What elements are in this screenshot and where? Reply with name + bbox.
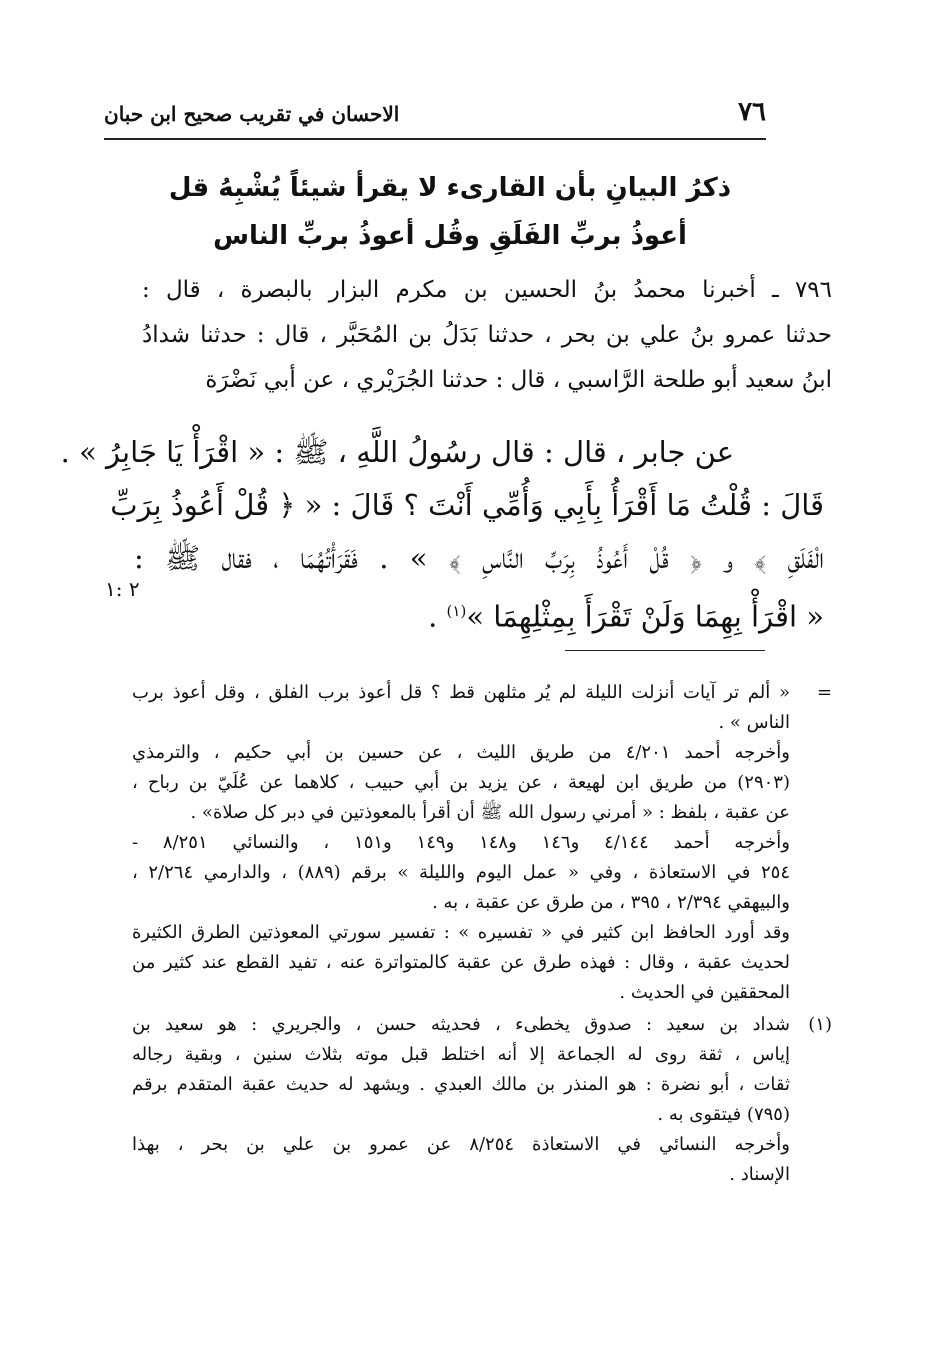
footnote-line: المحققين في الحديث . [619, 982, 790, 1003]
footnote-paragraph [132, 678, 790, 738]
footnote-line: إياس ، ثقة روى له الجماعة إلا أنه اختلط قبل موته بثلاث سنين ، وبقية رجاله [132, 1044, 790, 1065]
chapter-title-line: ذكرُ البيانِ بأن القارىء لا يقرأ شيئاً يُشْبِهُ قل [168, 173, 732, 203]
footnote-continuation [132, 678, 832, 1008]
footnote-line: والبيهقي ٢/٣٩٤ ، ٣٩٥ ، من طرق عن عقبة ، به . [432, 892, 790, 913]
footnote-line: « ألم تر آيات أنزلت الليلة لم يُر مثلهن قط ؟ قل أعوذ برب الفلق ، وقل أعوذ برب [132, 682, 790, 703]
footnote-line: وأخرجه أحمد ٤/٢٠١ من طريق الليث ، عن حسين بن أبي حكيم ، والترمذي [132, 742, 790, 763]
running-title: الاحسان في تقريب صحيح ابن حبان [104, 102, 400, 126]
isnad-line: ابنُ سعيد أبو طلحة الرَّاسبي ، قال : حدثنا الجُرَيْري ، عن أبي نَضْرَة [205, 367, 832, 393]
footnotes [132, 678, 832, 1192]
hadith-line-last [134, 585, 824, 644]
isnad-line: ٧٩٦ ـ أخبرنا محمدُ بنُ الحسين بن مكرم البزار بالبصرة ، قال : [142, 277, 832, 303]
footnote-line: ثقات ، أبو نضرة : هو المنذر بن مالك العبدي . ويشهد له حديث عقبة المتقدم برقم [132, 1074, 790, 1095]
footnote-paragraph [132, 918, 790, 1008]
footnote-line: الناس » . [718, 712, 790, 733]
page-header [104, 96, 766, 128]
footnote-line: عن عقبة ، بلفظ : « أمرني رسول الله ﷺ أن أقرأ بالمعوذتين في دبر كل صلاة» . [190, 802, 790, 823]
header-rule [104, 138, 766, 140]
chapter-title [150, 164, 750, 260]
footnote-reference[interactable]: (١) [446, 602, 467, 620]
hadith-line-text: « اقْرَأْ بِهِمَا وَلَنْ تَقْرَأَ بِمِثْلِهِمَا » [466, 599, 824, 634]
end-mark: . [428, 599, 447, 634]
footnote-line: وأخرجه النسائي في الاستعاذة ٨/٢٥٤ عن عمرو بن علي بن بحر ، بهذا [132, 1134, 790, 1155]
footnote-line: وأخرجه أحمد ٤/١٤٤ و١٤٦ و١٤٨ و١٤٩ و١٥١ ، والنسائي ٨/٢٥١ - [132, 832, 790, 853]
footnote-line: (٢٩٠٣) من طريق ابن لهيعة ، عن يزيد بن أبي حبيب ، كلاهما عن عُلَيّ بن رباح ، [132, 772, 790, 793]
footnote-rule [565, 650, 765, 651]
footnote-line: وقد أورد الحافظ ابن كثير في « تفسيره » : تفسير سورتي المعوذتين الطرق الكثيرة [132, 922, 790, 943]
footnote-line: ٢٥٤ في الاستعاذة ، وفي « عمل اليوم والليلة » برقم (٨٨٩) ، والدارمي ٢/٢٦٤ ، [132, 862, 790, 883]
footnote-line: الإسناد . [729, 1164, 790, 1185]
chapter-title-line: أعوذُ بربِّ الفَلَقِ وقُل أعوذُ بربِّ الناس [213, 221, 687, 251]
footnote-1-marker: (١) [808, 1014, 832, 1035]
footnote-1 [132, 1010, 832, 1190]
footnote-line: (٧٩٥) فيتقوى به . [657, 1104, 790, 1125]
isnad-paragraph [142, 268, 832, 403]
page-number: ٧٦ [738, 97, 766, 127]
hadith-line: عن جابر ، قال : قال رسُولُ اللَّهِ ، ﷺ : « اقْرَأْ يَا جَابِرُ » . [60, 435, 734, 469]
quran-reference: ٢ :١ [105, 577, 140, 601]
footnote-paragraph [132, 1130, 790, 1190]
footnote-paragraph [132, 828, 790, 918]
isnad-line: حدثنا عمرو بنُ علي بن بحر ، حدثنا بَدَلُ بن المُحَبَّر ، قال : حدثنا شدادُ [142, 322, 832, 348]
footnote-line: شداد بن سعيد : صدوق يخطىء ، فحديثه حسن ، والجريري : هو سعيد بن [132, 1014, 790, 1035]
hadith-line: الْفَلَقِ ﴾ و ﴿ قُلْ أَعُوذُ بِرَبِّ النَّاسِ ﴾ » . فَقَرَأْتُهُمَا ، فقال ﷺ : [134, 541, 824, 575]
continuation-marker: = [816, 682, 832, 703]
footnote-paragraph [132, 1010, 790, 1130]
footnote-paragraph [132, 738, 790, 828]
footnote-line: لحديث عقبة ، وقال : فهذه طرق عن عقبة كالمتواترة عنه ، تفيد القطع عند كثير من [132, 952, 790, 973]
hadith-line: قَالَ : قُلْتُ مَا أَقْرَأُ بِأَبِي وَأُمِّي أَنْتَ ؟ قَالَ : « ﴿ قُلْ أَعُوذُ بِرَبِّ [110, 488, 824, 522]
